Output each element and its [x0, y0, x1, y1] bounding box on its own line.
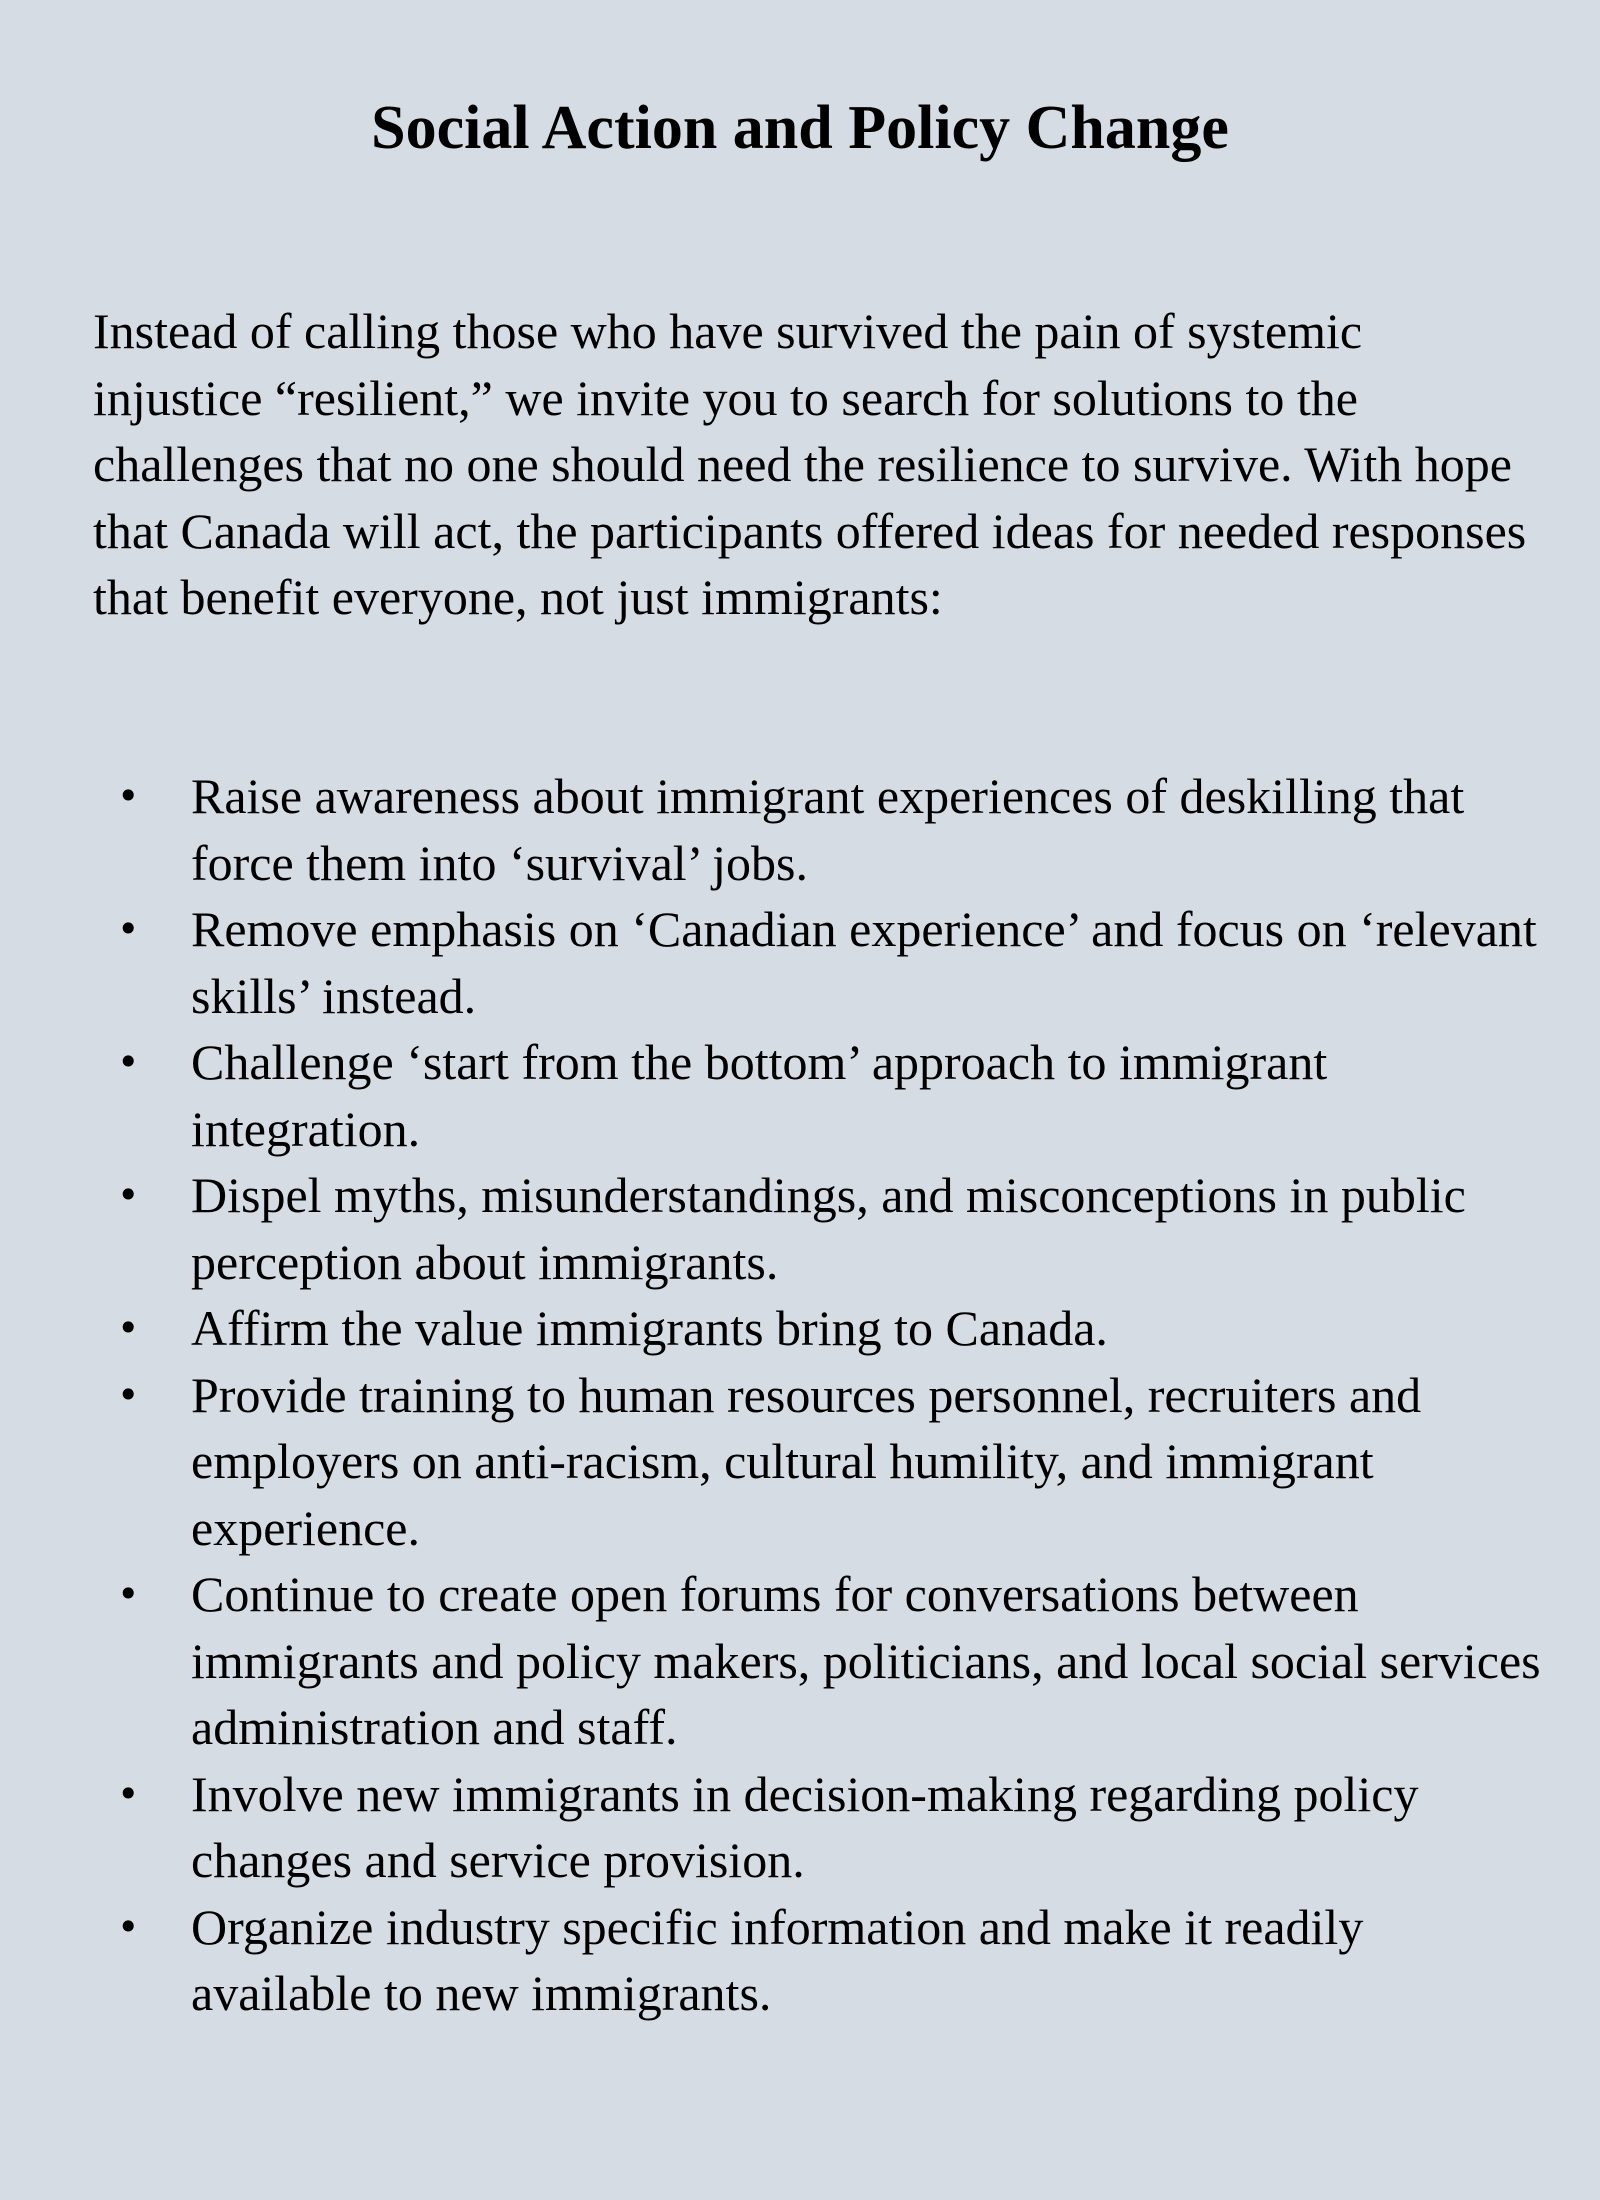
list-item-text: Raise awareness about immigrant experiences of deskilling that force them into ‘survival’ jobs.	[191, 768, 1465, 891]
bullet-icon: •	[117, 1904, 140, 1949]
bullet-icon: •	[117, 1040, 140, 1084]
list-item	[93, 1761, 1553, 1894]
list-item-text: Dispel myths, misunderstandings, and misconceptions in public perception about immigrants.	[191, 1167, 1466, 1290]
list-item-text: Provide training to human resources personnel, recruiters and employers on anti-racism, cultural humility, and immigrant experience.	[191, 1366, 1422, 1556]
list-item-text: Affirm the value immigrants bring to Canada.	[191, 1300, 1108, 1356]
page-title: Social Action and Policy Change	[371, 94, 1229, 162]
bullet-icon: •	[117, 774, 140, 818]
bullet-icon: •	[117, 907, 140, 951]
list-item	[93, 896, 1553, 1029]
list-item	[93, 1362, 1553, 1562]
list-item-text: Organize industry specific information and make it readily available to new immigrants.	[191, 1898, 1364, 2021]
list-item	[93, 1561, 1553, 1761]
bullet-icon: •	[117, 1173, 140, 1217]
list-item	[93, 1029, 1553, 1162]
bullet-icon: •	[117, 1372, 140, 1417]
list-item-text: Remove emphasis on ‘Canadian experience’ and focus on ‘relevant skills’ instead.	[191, 901, 1537, 1024]
bullet-icon: •	[117, 1572, 140, 1616]
list-item-text: Continue to create open forums for conversations between immigrants and policy makers, politicians, and local social services administration and staff.	[191, 1566, 1541, 1755]
list-item	[93, 1295, 1553, 1362]
bullet-icon: •	[117, 1771, 140, 1816]
list-item-text: Involve new immigrants in decision-making regarding policy changes and service provision.	[191, 1765, 1419, 1888]
bullet-icon: •	[117, 1306, 140, 1350]
list-item	[93, 1162, 1553, 1295]
recommendations-list	[93, 763, 1553, 2027]
list-item	[93, 763, 1553, 896]
list-item-text: Challenge ‘start from the bottom’ approach to immigrant integration.	[191, 1034, 1328, 1157]
intro-paragraph: Instead of calling those who have survived the pain of systemic injustice “resilient,” we invite you to search for solutions to the challenges that no one should need the resilience to survive. With hope that Canada will act, the participants offered ideas for needed responses that benefit everyone, not just immigrants:	[93, 303, 1527, 625]
list-item	[93, 1894, 1553, 2027]
